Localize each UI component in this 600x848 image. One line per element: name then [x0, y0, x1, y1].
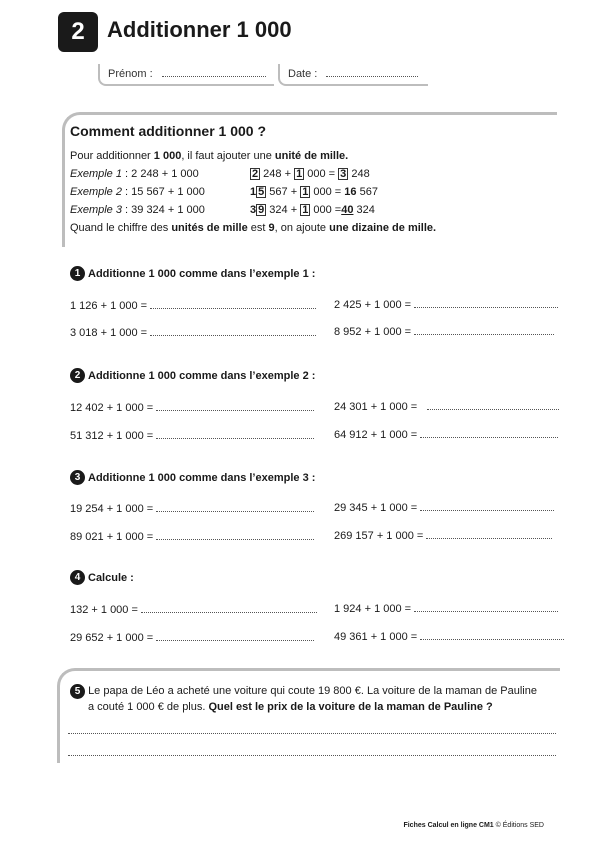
- exercise-4-title: 4 Calcule :: [70, 570, 134, 585]
- exercise-4-number-icon: 4: [70, 570, 85, 585]
- example-3-result: 3 9 324 + 1 000 =40 324: [250, 204, 375, 216]
- answer-line-2[interactable]: [68, 754, 556, 756]
- exercise-1-title: 1 Additionne 1 000 comme dans l’exemple 1 :: [70, 266, 315, 281]
- prenom-dots: [162, 64, 266, 77]
- exercise-4-op-1[interactable]: 132 + 1 000 =: [70, 600, 317, 616]
- problem-text: 5 Le papa de Léo a acheté une voiture qui coute 19 800 €. La voiture de la maman de Pauline a couté 1 000 € de plus. Quel est le prix de la voiture de la maman de Pauline ?: [70, 683, 550, 715]
- date-label: Date :: [288, 68, 318, 80]
- prenom-label: Prénom :: [108, 68, 153, 80]
- example-1-result: 2 248 + 1 000 = 3 248: [252, 168, 370, 180]
- lesson-number-badge: 2: [58, 12, 98, 52]
- answer-line-1[interactable]: [68, 732, 556, 734]
- exercise-2-op-1[interactable]: 12 402 + 1 000 =: [70, 398, 314, 414]
- problem-number-icon: 5: [70, 684, 85, 699]
- howto-intro: Pour additionner 1 000, il faut ajouter une unité de mille.: [70, 150, 349, 162]
- exercise-2-op-2[interactable]: 24 301 + 1 000 =: [334, 397, 559, 413]
- date-dots: [326, 64, 418, 77]
- exercise-4-op-4[interactable]: 49 361 + 1 000 =: [334, 627, 564, 643]
- howto-rule: Quand le chiffre des unités de mille est 9, on ajoute une dizaine de mille.: [70, 222, 437, 234]
- exercise-3-op-3[interactable]: 89 021 + 1 000 =: [70, 527, 314, 543]
- exercise-3-number-icon: 3: [70, 470, 85, 485]
- example-3: Exemple 3 : 39 324 + 1 000: [70, 204, 205, 216]
- example-1: Exemple 1 : 2 248 + 1 000: [70, 168, 199, 180]
- howto-title: Comment additionner 1 000 ?: [70, 123, 267, 139]
- exercise-2-number-icon: 2: [70, 368, 85, 383]
- exercise-1-op-4[interactable]: 8 952 + 1 000 =: [334, 322, 554, 338]
- exercise-1-op-3[interactable]: 3 018 + 1 000 =: [70, 323, 316, 339]
- prenom-field[interactable]: [98, 64, 274, 86]
- exercise-2-op-3[interactable]: 51 312 + 1 000 =: [70, 426, 314, 442]
- date-field[interactable]: [278, 64, 428, 86]
- exercise-3-op-1[interactable]: 19 254 + 1 000 =: [70, 499, 314, 515]
- page-title: Additionner 1 000: [107, 17, 292, 42]
- exercise-2-title: 2 Additionne 1 000 comme dans l’exemple 2 :: [70, 368, 315, 383]
- footer: Fiches Calcul en ligne CM1 © Éditions SED: [403, 822, 544, 829]
- example-2: Exemple 2 : 15 567 + 1 000: [70, 186, 205, 198]
- exercise-4-op-2[interactable]: 1 924 + 1 000 =: [334, 599, 558, 615]
- exercise-4-op-3[interactable]: 29 652 + 1 000 =: [70, 628, 314, 644]
- exercise-3-op-2[interactable]: 29 345 + 1 000 =: [334, 498, 554, 514]
- exercise-2-op-4[interactable]: 64 912 + 1 000 =: [334, 425, 558, 441]
- exercise-1-number-icon: 1: [70, 266, 85, 281]
- example-2-result: 1 5 567 + 1 000 = 16 567: [250, 186, 378, 198]
- exercise-1-op-1[interactable]: 1 126 + 1 000 =: [70, 296, 316, 312]
- exercise-3-op-4[interactable]: 269 157 + 1 000 =: [334, 526, 552, 542]
- exercise-3-title: 3 Additionne 1 000 comme dans l’exemple 3 :: [70, 470, 315, 485]
- exercise-1-op-2[interactable]: 2 425 + 1 000 =: [334, 295, 558, 311]
